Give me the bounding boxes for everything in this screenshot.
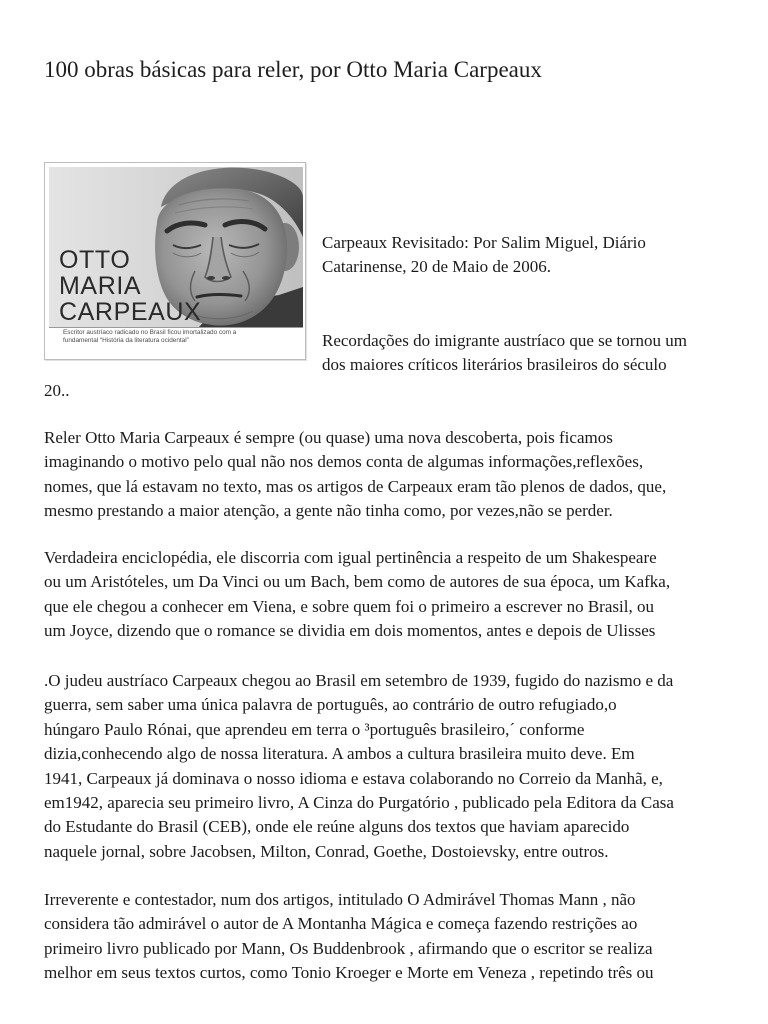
subtitle-continuation bbox=[44, 379, 70, 403]
text-line: dizia,conhecendo algo de nossa literatura. A ambos a cultura brasileira muito deve. Em bbox=[44, 744, 635, 764]
caption-line: Escritor austríaco radicado no Brasil ficou imortalizado com a bbox=[63, 329, 237, 336]
text-line: 1941, Carpeaux já dominava o nosso idioma e estava colaborando no Correio da Manhã, e, bbox=[44, 768, 663, 788]
text-line: em1942, aparecia seu primeiro livro, A Cinza do Purgatório , publicado pela Editora da Casa bbox=[44, 793, 674, 813]
paragraph bbox=[44, 546, 670, 644]
paragraph bbox=[44, 426, 666, 524]
text-line: Reler Otto Maria Carpeaux é sempre (ou quase) uma nova descoberta, pois ficamos bbox=[44, 428, 613, 447]
text-line: um Joyce, dizendo que o romance se dividia em dois momentos, antes e depois de Ulisses bbox=[44, 621, 656, 641]
text-line: ou um Aristóteles, um Da Vinci ou um Bach, bem como de autores de sua época, um Kafka, bbox=[44, 572, 671, 592]
page-title: 100 obras básicas para reler, por Otto Maria Carpeaux bbox=[44, 57, 542, 82]
figure-name-overlay bbox=[59, 247, 201, 325]
text-line: Irreverente e contestador, num dos artigos, intitulado O Admirável Thomas Mann , não bbox=[44, 890, 636, 909]
figure-name-line: CARPEAUX bbox=[59, 298, 202, 326]
text-line: .O judeu austríaco Carpeaux chegou ao Brasil em setembro de 1939, fugido do nazismo e da bbox=[44, 671, 674, 690]
text-line: do Estudante do Brasil (CEB), onde ele reúne alguns dos textos que haviam aparecido bbox=[44, 817, 630, 837]
source-credit bbox=[322, 231, 646, 280]
text-line: primeiro livro publicado por Mann, Os Buddenbrook , afirmando que o escritor se realiza bbox=[44, 938, 653, 958]
paragraph bbox=[44, 888, 654, 986]
text-line: mesmo prestando a maior atenção, a gente não tinha como, por vezes,não se perder. bbox=[44, 501, 613, 521]
newspaper-clipping-figure bbox=[44, 162, 306, 360]
paragraph bbox=[44, 669, 674, 864]
text-line: considera tão admirável o autor de A Montanha Mágica e começa fazendo restrições ao bbox=[44, 914, 638, 934]
text-line: naquele jornal, sobre Jacobsen, Milton, Conrad, Goethe, Dostoievsky, entre outros. bbox=[44, 841, 609, 861]
text-line: Catarinense, 20 de Maio de 2006. bbox=[322, 257, 551, 277]
figure-caption bbox=[63, 329, 299, 345]
text-line: que ele chegou a conhecer em Viena, e sobre quem foi o primeiro a escrever no Brasil, ou bbox=[44, 596, 654, 616]
text-line: húngaro Paulo Rónai, que aprendeu em terra o ³português brasileiro,´ conforme bbox=[44, 719, 585, 739]
text-line: Carpeaux Revisitado: Por Salim Miguel, Diário bbox=[322, 233, 646, 252]
text-line: Recordações do imigrante austríaco que se tornou um bbox=[322, 331, 687, 350]
figure-name-line: MARIA bbox=[59, 272, 142, 300]
text-line: imaginando o motivo pelo qual não nos demos conta de algumas informações,reflexões, bbox=[44, 452, 644, 472]
text-line: Verdadeira enciclopédia, ele discorria com igual pertinência a respeito de um Shakespeare bbox=[44, 548, 657, 567]
subtitle bbox=[322, 329, 687, 378]
text-line: melhor em seus textos curtos, como Tonio Kroeger e Morte em Veneza , repetindo três ou bbox=[44, 963, 654, 983]
text-line: nomes, que lá estavam no texto, mas os artigos de Carpeaux eram tão plenos de dados, que, bbox=[44, 476, 667, 496]
figure-name-line: OTTO bbox=[59, 246, 131, 274]
text-line: dos maiores críticos literários brasileiros do século bbox=[322, 355, 667, 375]
text-line: guerra, sem saber uma única palavra de português, ao contrário de outro refugiado,o bbox=[44, 695, 617, 715]
photo-divider bbox=[49, 327, 303, 328]
caption-line: fundamental “História da literatura ocidental” bbox=[63, 337, 189, 344]
text-line: 20.. bbox=[44, 381, 70, 400]
